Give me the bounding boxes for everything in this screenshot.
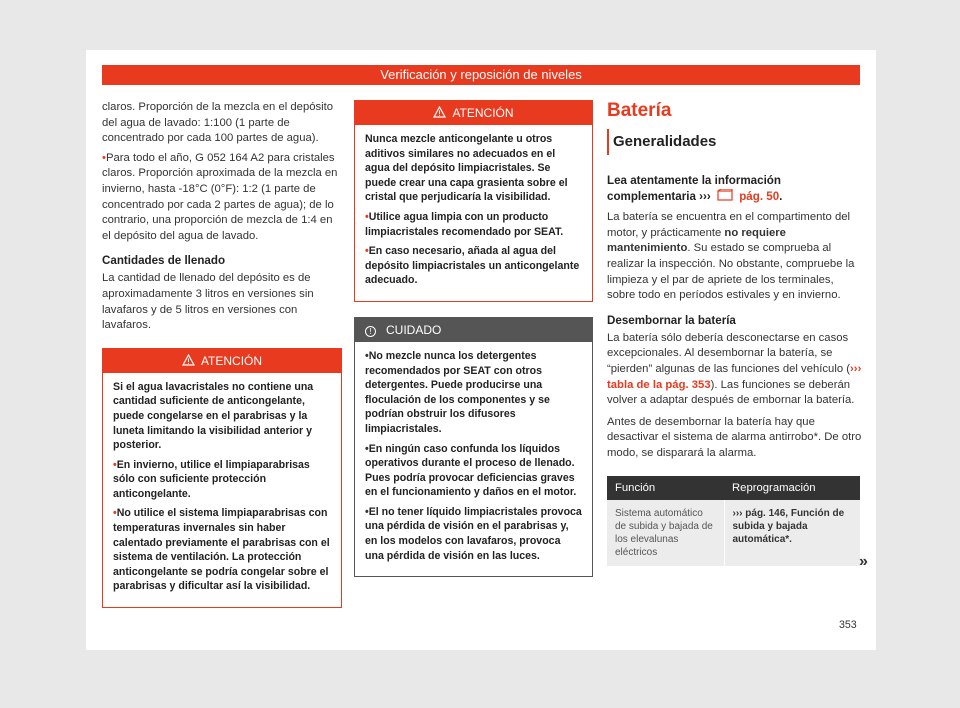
warning-box xyxy=(354,100,593,302)
warning-bullet: • Utilice agua limpia con un producto limpiacristales recomendado por SEAT. xyxy=(365,210,582,239)
lead-text: Lea atentamente la información complementaria xyxy=(607,174,781,203)
function-table xyxy=(607,476,860,566)
caution-header xyxy=(355,318,592,342)
warning-bullet: • En caso necesario, añada al agua del depósito limpiacristales un anticongelante adecuado. xyxy=(365,244,582,288)
column-middle xyxy=(354,100,593,577)
caution-body xyxy=(355,342,592,576)
warning-title: ATENCIÓN xyxy=(452,106,514,120)
warning-box xyxy=(102,348,342,608)
section-title: Generalidades xyxy=(607,129,862,155)
paragraph: La cantidad de llenado del depósito es de aproximadamente 3 litros en versiones sin lavafaros y de 5 litros en versiones con lavafaros. xyxy=(102,272,314,332)
page xyxy=(86,50,876,650)
caution-bullet: • El no tener líquido limpiacristales provoca una pérdida de visión en el parabrisas y, en los modelos con lavafaros, provoca una pérdida de visión en las luces. xyxy=(365,505,582,563)
table-cell: Sistema automático de subida y bajada de los elevalunas eléctricos xyxy=(607,500,724,566)
paragraph-text: . Su estado se comprueba al realizar la inspección. No obstante, compruebe la limpieza y el par de apriete de los terminales, sobre todo en períodos estivales y en invierno. xyxy=(607,242,855,302)
caution-bullet: • En ningún caso confunda los líquidos operativos durante el proceso de llenado. Pues podría provocar deficiencias graves en el funcionamiento y daños en el motor. xyxy=(365,442,582,500)
bullet-paragraph: • Para todo el año, G 052 164 A2 para cristales claros. Proporción aproximada de la mezcla en invierno, hasta -18°C (0°F): 1:2 (1 parte de concentrado por cada 2 partes de agua); de lo contrario, una proporción de mezcla de 1:4 en el depósito del agua de lavado. xyxy=(102,151,342,245)
warning-bullet: • No utilice el sistema limpiaparabrisas con temperaturas invernales sin haber calentado previamente el parabrisas con el sistema de ventilación. La protección anticongelante se podría congelar sobre el parabrisas y dificultar así la visibilidad. xyxy=(113,506,331,594)
warning-triangle-icon xyxy=(433,106,446,118)
caution-title: CUIDADO xyxy=(386,322,442,337)
heading-cantidades: Cantidades de llenado xyxy=(102,254,226,268)
paragraph-bold: no requiere mantenimiento xyxy=(607,226,786,255)
table-reference-link[interactable]: ››› tabla de la pág. 353 xyxy=(607,362,862,391)
paragraph-text: ). Las funciones se deberán volver a adaptar después de embornar la batería. xyxy=(607,378,855,407)
paragraph: Antes de desembornar la batería hay que desactivar el sistema de alarma antirrobo*. De otro modo, se disparará la alarma. xyxy=(607,415,862,459)
table-header: Función xyxy=(607,476,724,500)
page-number: 353 xyxy=(839,619,857,631)
paragraph xyxy=(607,331,862,409)
warning-triangle-icon xyxy=(182,354,195,366)
column-left xyxy=(102,100,342,608)
table-header: Reprogramación xyxy=(724,476,860,500)
table-row xyxy=(607,500,860,566)
page-header: Verificación y reposición de niveles xyxy=(102,65,860,85)
lead-arrow: ››› xyxy=(699,189,711,203)
warning-text: Si el agua lavacristales no contiene una cantidad suficiente de anticongelante, puede congelarse en el parabrisas y la luneta limitando la visibilidad anterior y posterior. xyxy=(113,380,314,452)
table-cell: ››› pág. 146, Función de subida y bajada automática*. xyxy=(724,500,860,566)
chapter-title: Batería xyxy=(607,100,672,121)
warning-title: ATENCIÓN xyxy=(200,353,263,368)
caution-box xyxy=(354,317,593,577)
lead-page-link[interactable]: pág. 50 xyxy=(739,189,780,203)
caution-bullet: • No mezcle nunca los detergentes recomendados por SEAT con otros detergentes. Puede producirse una floculación de los componentes y se podrían obstruir los difusores limpiacristales. xyxy=(365,349,582,437)
paragraph-text: La batería sólo debería desconectarse en casos excepcionales. Al desembornar la batería, se “pierden” algunas de las funciones del vehículo ( xyxy=(607,331,851,375)
warning-body xyxy=(355,125,592,301)
continue-marker: » xyxy=(859,553,868,570)
warning-body xyxy=(103,373,341,607)
table-header-row xyxy=(607,476,860,500)
heading-desembornar: Desembornar la batería xyxy=(607,313,736,327)
warning-header xyxy=(355,101,592,125)
warning-header xyxy=(103,349,341,373)
paragraph: claros. Proporción de la mezcla en el depósito del agua de lavado: 1:100 (1 parte de concentrado por cada 100 partes de agua). xyxy=(102,101,334,145)
paragraph xyxy=(607,210,862,304)
book-reference-icon xyxy=(717,189,733,202)
lead-paragraph: Lea atentamente la información complementaria ››› pág. 50. xyxy=(607,174,783,203)
warning-bullet: • En invierno, utilice el limpiaparabrisas sólo con suficiente protección anticongelante. xyxy=(113,458,331,502)
column-right xyxy=(607,100,862,566)
paragraph-text: La batería se encuentra en el compartimento del motor, y prácticamente xyxy=(607,211,851,239)
exclamation-circle-icon: ! xyxy=(365,326,376,337)
warning-text: Nunca mezcle anticongelante u otros aditivos similares no adecuados en el agua del depósito limpiacristales. Se puede crear una capa grasienta sobre el cristal que perjudicaría la visibilidad. xyxy=(365,133,568,204)
